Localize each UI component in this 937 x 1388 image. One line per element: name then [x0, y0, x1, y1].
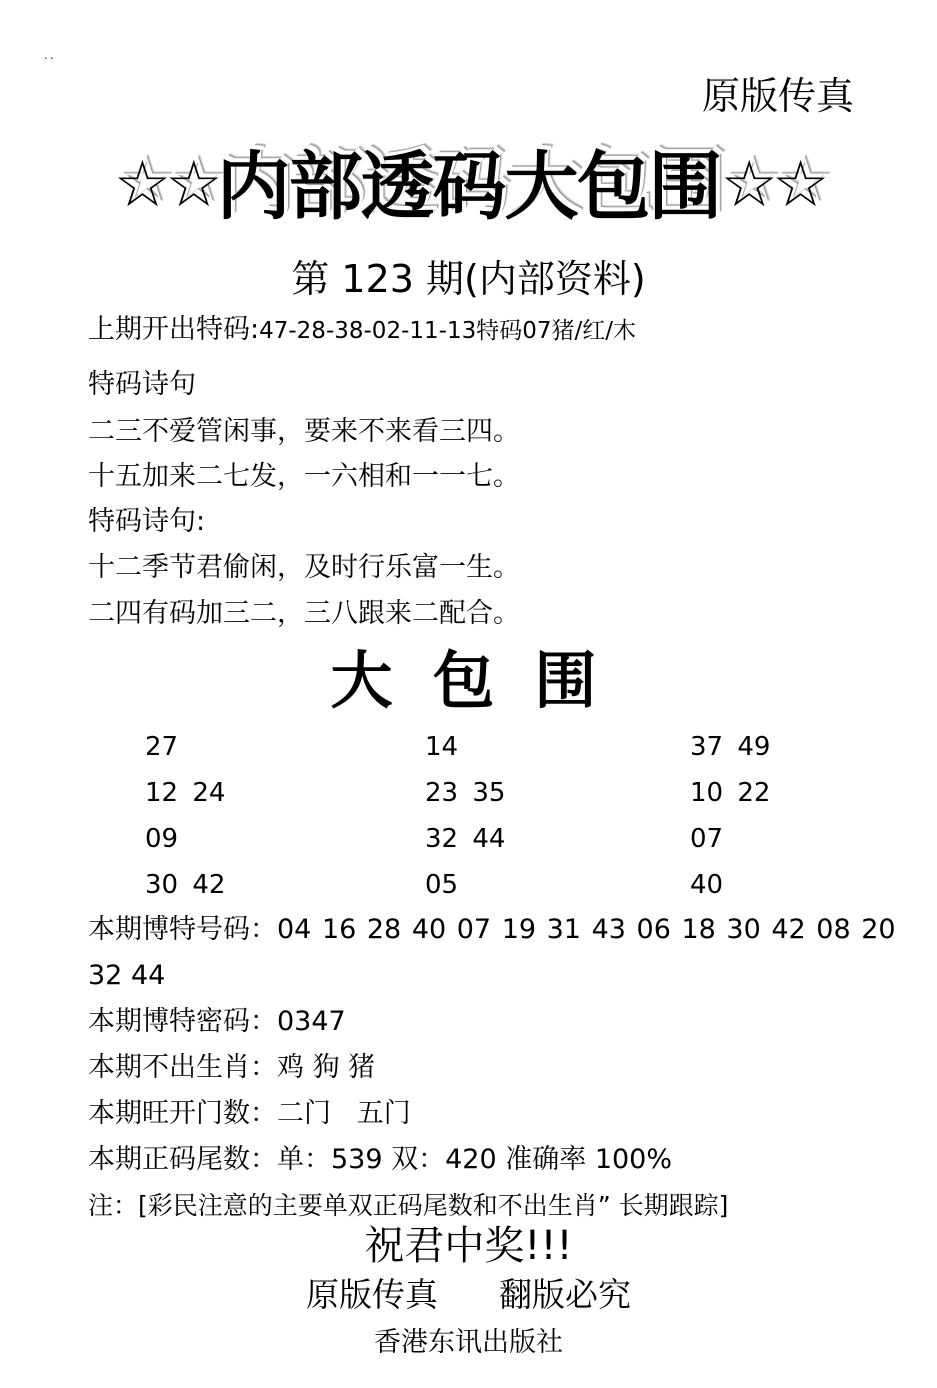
big-surround-title: 大包围: [330, 644, 637, 717]
hot-doors-label: 本期旺开门数：: [88, 1098, 277, 1129]
tail-numbers: [88, 1143, 672, 1177]
main-title-text: 内部透码大包围: [216, 144, 721, 230]
excluded-zodiac-label: 本期不出生肖：: [88, 1052, 277, 1083]
main-title: [0, 140, 937, 232]
poem-line: 二四有码加三二，三八跟来二配合。: [88, 598, 520, 629]
excluded-zodiac-value: 鸡 狗 猪: [277, 1052, 376, 1083]
hot-doors: [88, 1097, 411, 1131]
star-icon: ☆☆: [113, 148, 217, 222]
secret-code: [88, 1005, 346, 1039]
poem-heading-2: 特码诗句:: [88, 506, 206, 537]
star-icon: ☆☆: [720, 148, 824, 222]
hot-doors-value: 二门 五门: [277, 1098, 411, 1129]
grid-cell: 07: [690, 824, 724, 854]
grid-cell: 40: [690, 870, 724, 900]
tail-numbers-label: 本期正码尾数：: [88, 1144, 277, 1175]
corner-marks: ..: [44, 48, 56, 62]
publisher: 香港东讯出版社: [374, 1327, 563, 1358]
last-draw: [88, 313, 636, 348]
last-draw-value: 47-28-38-02-11-13特码07猪/红/木: [259, 318, 636, 344]
copyright-notice: 原版传真 翻版必究: [306, 1275, 631, 1314]
secret-code-label: 本期博特密码：: [88, 1006, 277, 1037]
excluded-zodiac: [88, 1051, 375, 1085]
grid-cell: 32 44: [425, 824, 506, 854]
tail-numbers-value: 单：539 双：420 准确率 100%: [277, 1144, 673, 1175]
grid-cell: 30 42: [145, 870, 226, 900]
poem-line: 二三不爱管闲事，要来不来看三四。: [88, 416, 520, 447]
grid-cell: 10 22: [690, 778, 771, 808]
grid-cell: 12 24: [145, 778, 226, 808]
grid-cell: 05: [425, 870, 459, 900]
special-numbers-label: 本期博特号码：: [88, 914, 277, 945]
original-fax-label: 原版传真: [702, 74, 855, 118]
poem-heading-1: 特码诗句: [88, 369, 196, 400]
poem-line: 十五加来二七发，一六相和一一七。: [88, 461, 520, 492]
grid-cell: 37 49: [690, 732, 771, 762]
grid-cell: 09: [145, 824, 179, 854]
good-luck-message: 祝君中奖!!!: [364, 1223, 573, 1269]
poem-line: 十二季节君偷闲，及时行乐富一生。: [88, 552, 520, 583]
secret-code-value: 0347: [277, 1006, 346, 1037]
special-numbers-value: 04 16 28 40 07 19 31 43 06 18 30 42 08 20: [277, 914, 896, 945]
special-numbers: [88, 913, 896, 947]
grid-cell: 27: [145, 732, 179, 762]
grid-cell: 23 35: [425, 778, 506, 808]
special-numbers-cont: 32 44: [88, 960, 166, 991]
note: 注：[彩民注意的主要单双正码尾数和不出生肖” 长期跟踪]: [88, 1191, 729, 1220]
grid-cell: 14: [425, 732, 459, 762]
issue-heading: 第 123 期(内部资料): [291, 257, 646, 301]
last-draw-label: 上期开出特码:: [88, 314, 260, 345]
